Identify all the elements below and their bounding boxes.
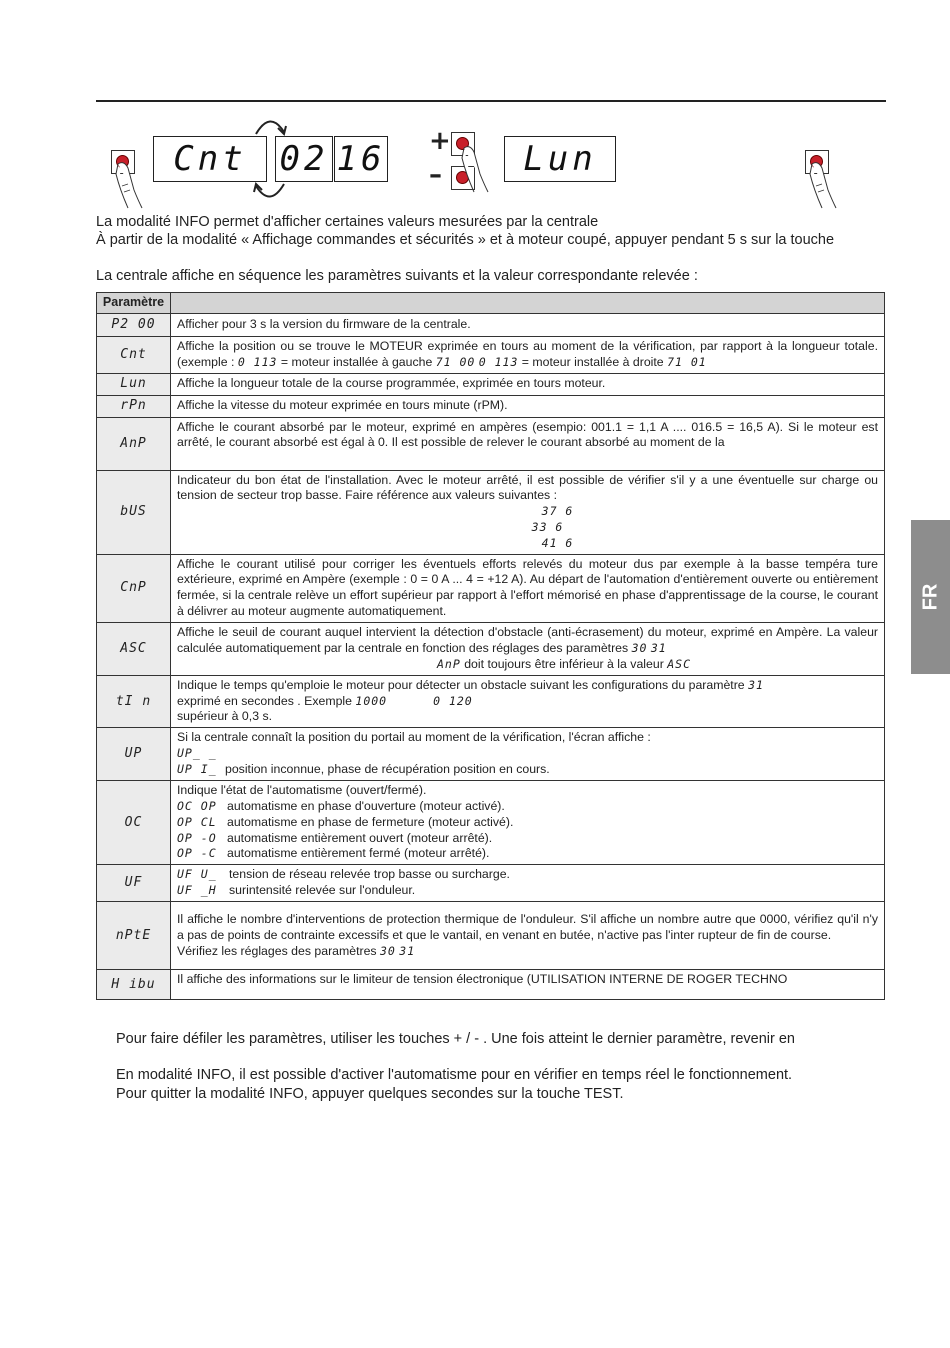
text: = moteur installée à gauche	[277, 354, 436, 369]
param-description	[171, 470, 885, 554]
column-header-description	[171, 293, 885, 314]
rotate-arrow-bottom-icon	[252, 180, 288, 204]
table-row	[97, 970, 885, 1000]
text: Indicateur du bon état de l'installation. Avec le moteur arrêté, il est possible de vérifier s'il y a une éventuelle sur charge ou tension de secteur trop basse. Faire référence aux valeurs suivantes :	[177, 472, 878, 503]
segment-value: 31	[399, 943, 416, 958]
table-row	[97, 781, 885, 865]
table-row	[97, 554, 885, 622]
segment-value: OP -O	[177, 830, 217, 845]
table-row	[97, 373, 885, 395]
text: exprimé en secondes . Exemple	[177, 693, 356, 708]
param-code: Cnt	[97, 337, 171, 374]
param-description	[171, 865, 885, 902]
pressing-finger-icon	[460, 144, 490, 194]
text: Indique le temps qu'emploie le moteur pour détecter un obstacle suivant les configurations du paramètre	[177, 677, 749, 692]
table-row	[97, 622, 885, 675]
param-description	[171, 622, 885, 675]
lcd-display-lun	[504, 136, 616, 182]
param-description: Affiche la longueur totale de la course programmée, exprimée en tours moteur.	[171, 373, 885, 395]
param-code: H ibu	[97, 970, 171, 1000]
table-row	[97, 395, 885, 417]
param-description: Affiche le courant absorbé par le moteur, exprimé en ampères (esempio: 001.1 = 1,1 A .... 016.5 = 16,5 A). Si le moteur est arrêté, le courant absorbé est égal à 0. Il est possible de relever le courant absorbé au moment de la	[171, 417, 885, 470]
text: tension de réseau relevée trop basse ou surcharge.	[229, 867, 510, 882]
segment-value: AnP	[437, 656, 461, 671]
intro-line-3: La centrale affiche en séquence les paramètres suivants et la valeur correspondante relevée :	[96, 268, 698, 284]
text: Si la centrale connaît la position du portail au moment de la vérification, l'écran affiche :	[177, 730, 651, 745]
lcd-display-16	[334, 136, 388, 182]
param-code: P2 00	[97, 314, 171, 337]
pressing-finger-icon	[114, 160, 144, 210]
text: Affiche la position ou se trouve le MOTEUR exprimée en tours au moment de la vérification, par rapport à la longueur totale.(exemple :	[177, 339, 878, 369]
segment-value: 31	[748, 677, 764, 692]
table-row	[97, 470, 885, 554]
column-header-parameter: Paramètre	[97, 293, 171, 314]
parameters-table	[96, 292, 885, 1000]
param-code: AnP	[97, 417, 171, 470]
segment-value: 71 01	[667, 354, 707, 369]
segment-value: OP -C	[177, 846, 217, 861]
segment-value: UF U_	[177, 867, 217, 882]
param-code: OC	[97, 781, 171, 865]
param-code: ASC	[97, 622, 171, 675]
param-description	[171, 337, 885, 374]
param-description: Afficher pour 3 s la version du firmware de la centrale.	[171, 314, 885, 337]
top-rule	[96, 100, 886, 102]
lcd-display-cnt	[153, 136, 267, 182]
param-code: nPtE	[97, 902, 171, 970]
text: Indique l'état de l'automatisme (ouvert/fermé).	[177, 783, 427, 798]
lcd-text: Cnt	[173, 139, 247, 179]
table-row	[97, 417, 885, 470]
table-row	[97, 314, 885, 337]
param-description	[171, 675, 885, 727]
text: automatisme entièrement ouvert (moteur arrêté).	[227, 830, 493, 845]
param-description: Affiche la vitesse du moteur exprimée en tours minute (rPM).	[171, 395, 885, 417]
segment-value: UP I_	[177, 762, 217, 777]
text: = moteur installée à droite	[518, 354, 668, 369]
text: Affiche le seuil de courant auquel intervient la détection d'obstacle (anti-écrasement) du moteur, exprimé en Ampère. La valeur calculée automatiquement par la centrale en fonction des réglages des paramètres	[177, 625, 878, 655]
table-row	[97, 728, 885, 781]
footer-line-1: Pour faire défiler les paramètres, utiliser les touches + / - . Une fois atteint le dernier paramètre, revenir en	[116, 1031, 795, 1047]
segment-value: 1000	[355, 693, 388, 708]
display-illustration	[96, 112, 886, 212]
segment-value: UP_ _	[177, 746, 217, 761]
plus-sign: +	[429, 126, 451, 156]
segment-value: 41 6	[541, 535, 574, 550]
segment-value: 71 00	[435, 354, 476, 369]
param-description	[171, 728, 885, 781]
param-description: Affiche le courant utilisé pour corriger les éventuels efforts relevés du moteur dus par exemple à la basse tempéra ture extérieure, exprimé en Ampère (exemple : 0 = 0 A ... 4 = +12 A). Au départ de l'automation d'entièrement ouverte ou entièrement fermée, si la centrale relève un effort supérieur par rapport à l'effort mémorisé en phase d'apprentissage de la course, le courant à délivrer au moteur augmente automatiquement.	[171, 554, 885, 622]
text: Il affiche le nombre d'interventions de protection thermique de l'onduleur. S'il affiche un nombre autre que 0000, vérifiez qu'il n'y a pas de points de contrainte excessifs et que le vantail, en venant en butée, n'active pas l'inter rupteur de fin de course.	[177, 911, 878, 942]
segment-value: 33 6	[531, 519, 564, 534]
segment-value: 30	[380, 943, 396, 958]
language-tab-label: FR	[919, 583, 941, 611]
param-code: Lun	[97, 373, 171, 395]
table-row	[97, 675, 885, 727]
rotate-arrow-top-icon	[252, 114, 288, 138]
param-description	[171, 902, 885, 970]
param-code: UF	[97, 865, 171, 902]
table-row	[97, 902, 885, 970]
table-row	[97, 337, 885, 374]
pressing-finger-icon	[808, 160, 838, 210]
intro-line-1: La modalité INFO permet d'afficher certaines valeurs mesurées par la centrale	[96, 214, 599, 230]
param-code: tI n	[97, 675, 171, 727]
segment-value: OC OP	[177, 798, 217, 813]
segment-value: UF _H	[177, 883, 217, 898]
segment-value: ASC	[667, 656, 691, 671]
segment-value: 0 113	[237, 354, 278, 369]
segment-value: 30	[631, 640, 648, 655]
text: position inconnue, phase de récupération position en cours.	[225, 762, 550, 777]
param-code: CnP	[97, 554, 171, 622]
lcd-text: 16	[336, 139, 386, 179]
lcd-text: Lun	[523, 139, 597, 179]
minus-sign: –	[429, 160, 442, 190]
segment-value: 0 120	[433, 693, 473, 708]
table-row	[97, 865, 885, 902]
footer-line-3: Pour quitter la modalité INFO, appuyer quelques secondes sur la touche TEST.	[116, 1086, 624, 1102]
lcd-display-02	[275, 136, 333, 182]
segment-value: 31	[650, 640, 667, 655]
param-description	[171, 781, 885, 865]
text: Vérifiez les réglages des paramètres	[177, 943, 380, 958]
text: doit toujours être inférieur à la valeur	[460, 656, 668, 671]
param-description: Il affiche des informations sur le limiteur de tension électronique (UTILISATION INTERNE DE ROGER TECHNO	[171, 970, 885, 1000]
text: surintensité relevée sur l'onduleur.	[229, 883, 416, 898]
text: supérieur à 0,3 s.	[177, 709, 273, 724]
segment-value: OP CL	[177, 814, 217, 829]
segment-value: 37 6	[541, 504, 574, 519]
text: automatisme en phase de fermeture (moteur activé).	[227, 814, 514, 829]
lcd-text: 02	[279, 139, 329, 179]
param-code: UP	[97, 728, 171, 781]
table-header-row	[97, 293, 885, 314]
language-tab	[911, 520, 950, 674]
param-code: bUS	[97, 470, 171, 554]
text: automatisme entièrement fermé (moteur arrêté).	[227, 846, 490, 861]
text: automatisme en phase d'ouverture (moteur activé).	[227, 798, 505, 813]
intro-line-2: À partir de la modalité « Affichage commandes et sécurités » et à moteur coupé, appuyer pendant 5 s sur la touche	[96, 232, 835, 248]
segment-value: 0 113	[478, 354, 519, 369]
footer-line-2: En modalité INFO, il est possible d'activer l'automatisme pour en vérifier en temps réel le fonctionnement.	[116, 1067, 793, 1083]
param-code: rPn	[97, 395, 171, 417]
